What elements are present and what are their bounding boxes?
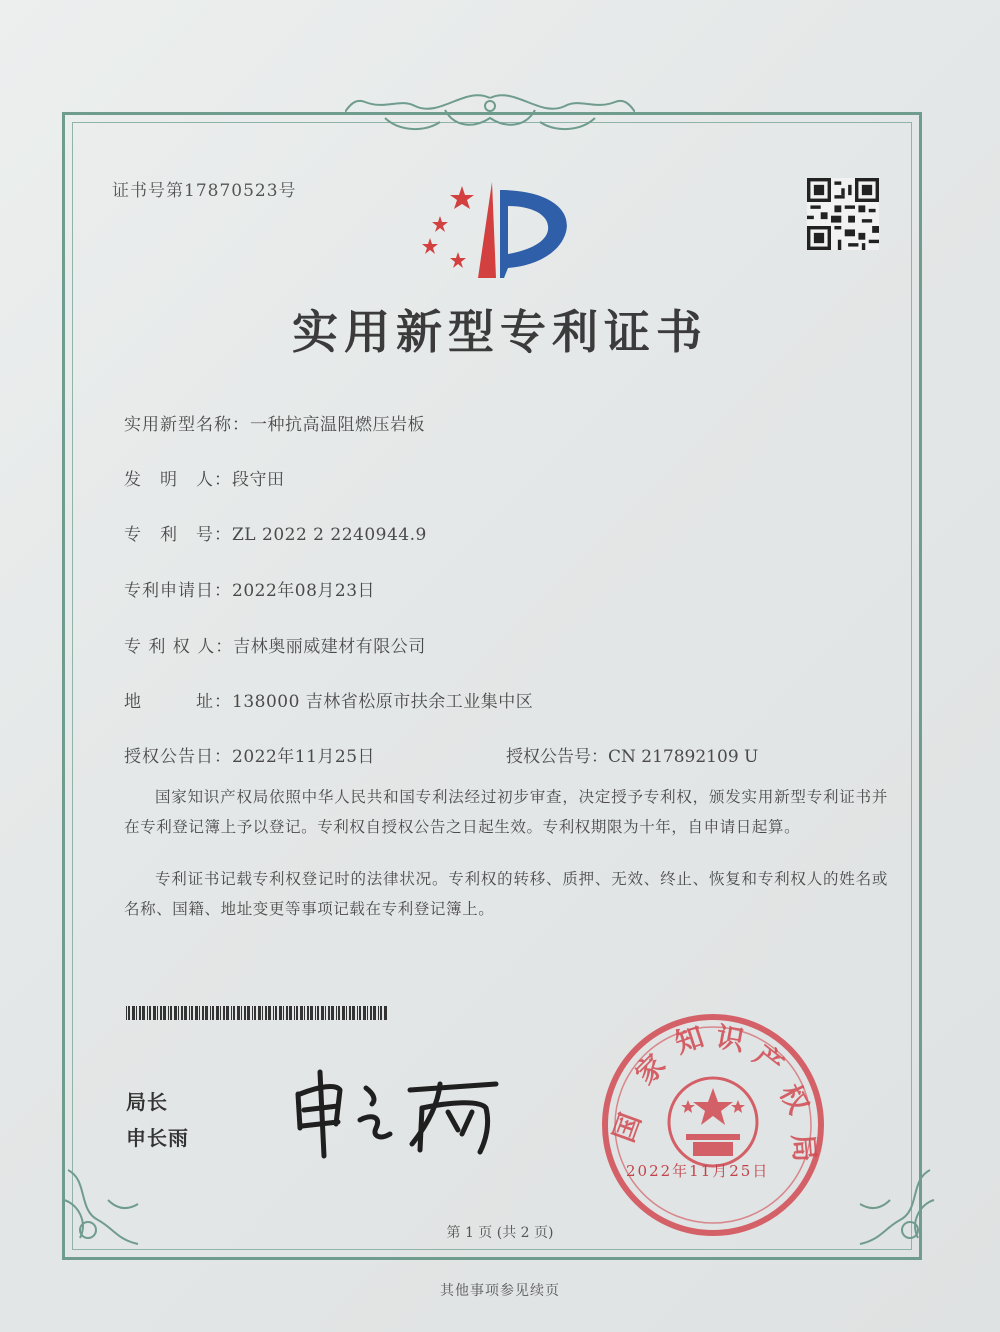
barcode-bar	[252, 1006, 253, 1020]
barcode-bar	[359, 1006, 361, 1020]
barcode-bar	[163, 1006, 166, 1020]
barcode-bar	[310, 1006, 313, 1020]
barcode-bar	[294, 1006, 295, 1020]
barcode-bar	[189, 1006, 190, 1020]
barcode-bar	[210, 1006, 211, 1020]
barcode-bar	[373, 1006, 376, 1020]
barcode-bar	[170, 1006, 172, 1020]
director-title: 局长	[126, 1090, 168, 1114]
barcode-bar	[181, 1006, 183, 1020]
barcode-bar	[349, 1006, 351, 1020]
barcode-bar	[338, 1006, 340, 1020]
patentee-field: 专 利 权 人：吉林奥丽威建材有限公司	[124, 637, 426, 657]
barcode-bar	[147, 1006, 148, 1020]
barcode-bar	[380, 1006, 382, 1020]
inventor-field: 发 明 人：段守田	[124, 470, 285, 490]
barcode-bar	[223, 1006, 225, 1020]
barcode-bar	[268, 1006, 271, 1020]
barcode-bar	[367, 1006, 368, 1020]
svg-text:产: 产	[747, 1038, 790, 1082]
barcode-bar	[231, 1006, 232, 1020]
barcode-bar	[275, 1006, 277, 1020]
barcode-bar	[160, 1006, 162, 1020]
barcode-bar	[191, 1006, 193, 1020]
barcode-bar	[132, 1006, 135, 1020]
patent-office-logo-icon	[416, 178, 572, 282]
svg-text:国: 国	[606, 1108, 648, 1147]
barcode-bar	[195, 1006, 198, 1020]
barcode-bar	[296, 1006, 298, 1020]
barcode-bar	[244, 1006, 246, 1020]
seal-date: 2022年11月25日	[626, 1162, 770, 1180]
barcode-bar	[300, 1006, 303, 1020]
barcode-bar	[342, 1006, 345, 1020]
barcode-bar	[237, 1006, 240, 1020]
barcode-bar	[258, 1006, 261, 1020]
barcode-bar	[202, 1006, 204, 1020]
barcode-bar	[273, 1006, 274, 1020]
qr-code-icon	[805, 178, 881, 250]
legal-status-paragraph: 专利证书记载专利权登记时的法律状况。专利权的转移、质押、无效、终止、恢复和专利权人的姓名或名称、国籍、地址变更等事项记载在专利登记簿上。	[124, 870, 888, 918]
svg-text:家: 家	[628, 1047, 672, 1092]
certificate-number: 证书号第17870523号	[112, 181, 297, 201]
barcode-bar	[321, 1006, 324, 1020]
barcode-bar	[317, 1006, 319, 1020]
barcode-bar	[168, 1006, 169, 1020]
barcode-bar	[174, 1006, 177, 1020]
page-number: 第 1 页 (共 2 页)	[446, 1225, 554, 1241]
barcode-bar	[279, 1006, 282, 1020]
barcode-bar	[289, 1006, 292, 1020]
barcode-bar	[199, 1006, 200, 1020]
barcode-bar	[153, 1006, 156, 1020]
svg-text:知: 知	[671, 1019, 708, 1060]
svg-text:识: 识	[713, 1020, 747, 1058]
barcode-bar	[205, 1006, 208, 1020]
barcode-bar	[247, 1006, 250, 1020]
barcode-bar	[136, 1006, 137, 1020]
barcode-bar	[262, 1006, 263, 1020]
barcode-bar	[139, 1006, 141, 1020]
utility-model-name-field: 实用新型名称：一种抗高温阻燃压岩板	[124, 415, 425, 435]
barcode-bar	[265, 1006, 267, 1020]
barcode-bar	[325, 1006, 326, 1020]
top-ornament-icon	[345, 88, 635, 138]
barcode-bar	[142, 1006, 145, 1020]
grant-date-field: 授权公告日：2022年11月25日	[124, 747, 376, 767]
svg-text:局: 局	[786, 1132, 822, 1164]
barcode-bar	[346, 1006, 347, 1020]
address-field: 地 址：138000 吉林省松原市扶余工业集中区	[124, 692, 534, 712]
barcode-bar	[212, 1006, 214, 1020]
signature-icon	[290, 1064, 510, 1160]
barcode-bar	[357, 1006, 358, 1020]
barcode-bar	[363, 1006, 366, 1020]
barcode-bar	[184, 1006, 187, 1020]
barcode-bar	[283, 1006, 284, 1020]
barcode-bar	[307, 1006, 309, 1020]
barcode-bar	[304, 1006, 305, 1020]
barcode-bar	[241, 1006, 242, 1020]
svg-text:权: 权	[773, 1078, 816, 1120]
grant-publication-number-field: 授权公告号：CN 217892109 U	[506, 747, 759, 767]
barcode-bar	[254, 1006, 256, 1020]
continued-note: 其他事项参见续页	[440, 1283, 560, 1299]
barcode-bar	[126, 1006, 127, 1020]
director-name: 申长雨	[126, 1126, 189, 1150]
barcode-bar	[220, 1006, 221, 1020]
barcode-bar	[378, 1006, 379, 1020]
certificate-title: 实用新型专利证书	[292, 305, 708, 359]
statement-paragraph: 国家知识产权局依照中华人民共和国专利法经过初步审查，决定授予专利权，颁发实用新型专利证书并在专利登记簿上予以登记。专利权自授权公告之日起生效。专利权期限为十年，自申请日起算。	[124, 788, 888, 836]
barcode-bar	[384, 1006, 387, 1020]
barcode-icon	[126, 1006, 388, 1020]
barcode-bar	[336, 1006, 337, 1020]
filing-date-field: 专利申请日：2022年08月23日	[124, 581, 376, 601]
barcode-bar	[226, 1006, 229, 1020]
barcode-bar	[157, 1006, 158, 1020]
barcode-bar	[233, 1006, 235, 1020]
barcode-bar	[178, 1006, 179, 1020]
barcode-bar	[128, 1006, 130, 1020]
barcode-bar	[286, 1006, 288, 1020]
barcode-bar	[370, 1006, 372, 1020]
barcode-bar	[315, 1006, 316, 1020]
patent-number-field: 专 利 号：ZL 2022 2 2240944.9	[124, 525, 427, 545]
barcode-bar	[331, 1006, 334, 1020]
official-seal-icon	[598, 1010, 828, 1240]
barcode-bar	[149, 1006, 151, 1020]
barcode-bar	[216, 1006, 219, 1020]
barcode-bar	[352, 1006, 355, 1020]
barcode-bar	[328, 1006, 330, 1020]
